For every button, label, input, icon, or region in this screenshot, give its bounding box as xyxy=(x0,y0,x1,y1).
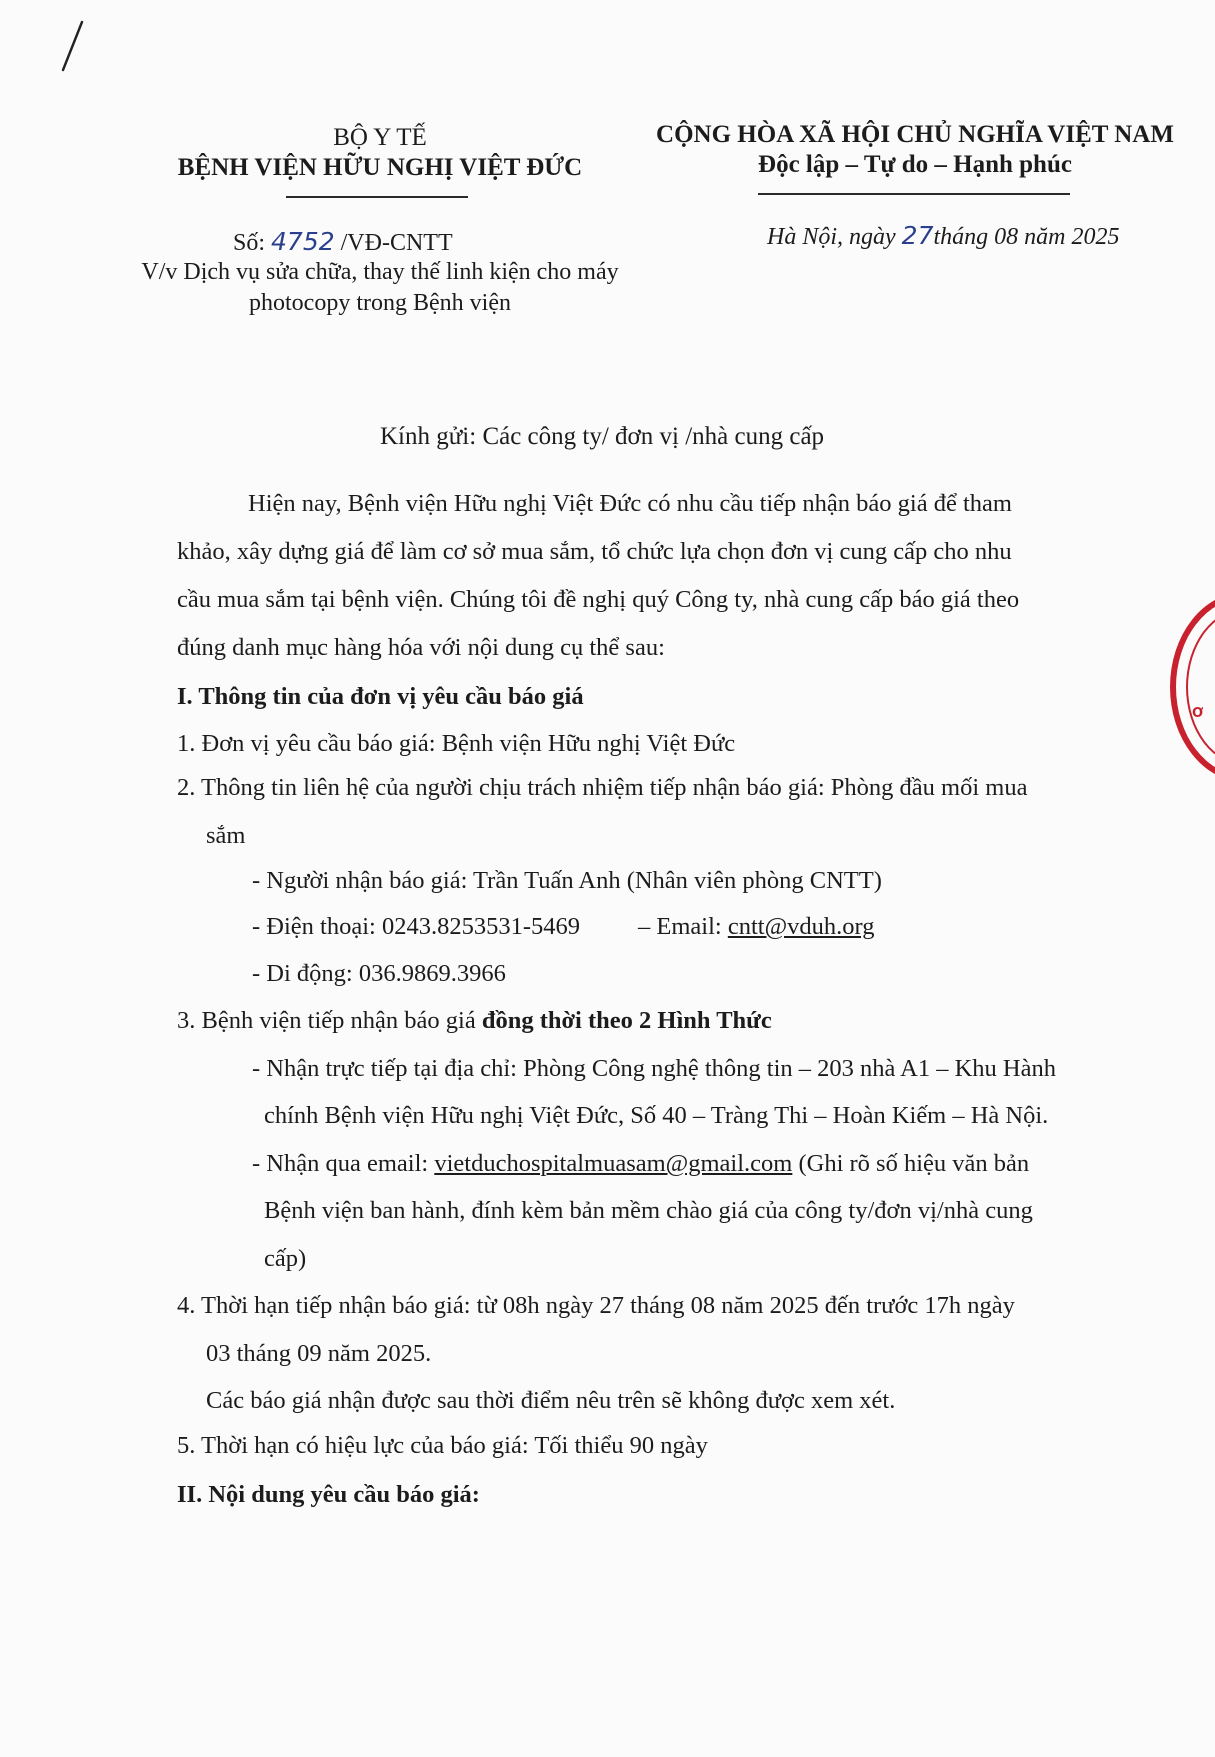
item-3-text: 3. Bệnh viện tiếp nhận báo giá xyxy=(177,1007,482,1034)
section-1-item-4-note: Các báo giá nhận được sau thời điểm nêu trên sẽ không được xem xét. xyxy=(206,1387,896,1414)
email-line xyxy=(638,913,874,941)
email-receipt-line-1 xyxy=(252,1150,1029,1178)
hospital-name: BỆNH VIỆN HỮU NGHỊ VIỆT ĐỨC xyxy=(177,154,583,181)
section-2-heading: II. Nội dung yêu cầu báo giá: xyxy=(177,1481,480,1508)
intro-line-2: khảo, xây dựng giá để làm cơ sở mua sắm, tổ chức lựa chọn đơn vị cung cấp cho nhu xyxy=(177,538,1012,565)
email-receipt-note: (Ghi rõ số hiệu văn bản xyxy=(792,1150,1030,1177)
direct-receipt-line-1: - Nhận trực tiếp tại địa chỉ: Phòng Công nghệ thông tin – 203 nhà A1 – Khu Hành xyxy=(252,1055,1056,1082)
mobile-line: - Di động: 036.9869.3966 xyxy=(252,960,506,987)
republic-name: CỘNG HÒA XÃ HỘI CHỦ NGHĨA VIỆT NAM xyxy=(656,121,1174,148)
recipient-line: Kính gửi: Các công ty/ đơn vị /nhà cung cấp xyxy=(380,423,825,450)
subject-line-2: photocopy trong Bệnh viện xyxy=(249,290,511,316)
email-receipt-line-2: Bệnh viện ban hành, đính kèm bản mềm chào giá của công ty/đơn vị/nhà cung xyxy=(264,1197,1033,1224)
ministry-name: BỘ Y TẾ xyxy=(333,124,427,151)
document-number xyxy=(233,227,453,257)
number-suffix: /VĐ-CNTT xyxy=(334,230,453,256)
email-receipt-line-3: cấp) xyxy=(264,1245,307,1272)
intro-line-1: Hiện nay, Bệnh viện Hữu nghị Việt Đức có nhu cầu tiếp nhận báo giá để tham xyxy=(248,490,1012,517)
item-3-bold-text: đồng thời theo 2 Hình Thức xyxy=(481,1007,772,1034)
email-label: – Email: xyxy=(638,913,728,940)
date-prefix: Hà Nội, ngày xyxy=(767,224,902,250)
document-date xyxy=(767,221,1119,251)
section-1-heading: I. Thông tin của đơn vị yêu cầu báo giá xyxy=(177,683,584,710)
direct-receipt-line-2: chính Bệnh viện Hữu nghị Việt Đức, Số 40 – Tràng Thi – Hoàn Kiếm – Hà Nội. xyxy=(264,1102,1049,1129)
section-1-item-4-line-1: 4. Thời hạn tiếp nhận báo giá: từ 08h ngày 27 tháng 08 năm 2025 đến trước 17h ngày xyxy=(177,1292,1015,1319)
section-1-item-4-line-2: 03 tháng 09 năm 2025. xyxy=(206,1340,432,1367)
section-1-item-2-line-1: 2. Thông tin liên hệ của người chịu trách nhiệm tiếp nhận báo giá: Phòng đầu mối mua xyxy=(177,774,1028,801)
number-prefix: Số: xyxy=(233,230,272,256)
email-link[interactable]: cntt@vduh.org xyxy=(727,913,875,940)
intro-line-3: cầu mua sắm tại bệnh viện. Chúng tôi đề nghị quý Công ty, nhà cung cấp báo giá theo xyxy=(177,586,1020,613)
hospital-name-underline xyxy=(286,196,468,198)
section-1-item-5: 5. Thời hạn có hiệu lực của báo giá: Tối thiểu 90 ngày xyxy=(177,1432,708,1459)
motto-underline xyxy=(758,193,1070,195)
section-1-item-3 xyxy=(177,1007,772,1035)
handwritten-slash-mark xyxy=(60,20,86,72)
receiver-line: - Người nhận báo giá: Trần Tuấn Anh (Nhân viên phòng CNTT) xyxy=(252,867,882,894)
handwritten-day: 27 xyxy=(901,221,934,250)
phone-line: - Điện thoại: 0243.8253531-5469 xyxy=(252,913,580,940)
email-receipt-label: - Nhận qua email: xyxy=(252,1150,435,1177)
intro-line-4: đúng danh mục hàng hóa với nội dung cụ thể sau: xyxy=(177,634,665,661)
handwritten-number: 4752 xyxy=(271,227,335,256)
subject-line-1: V/v Dịch vụ sửa chữa, thay thế linh kiện cho máy xyxy=(141,259,619,285)
national-motto: Độc lập – Tự do – Hạnh phúc xyxy=(758,151,1072,178)
section-1-item-2-line-2: sắm xyxy=(206,822,246,849)
section-1-item-1: 1. Đơn vị yêu cầu báo giá: Bệnh viện Hữu nghị Việt Đức xyxy=(177,730,736,757)
email-receipt-link[interactable]: vietduchospitalmuasam@gmail.com xyxy=(434,1150,793,1177)
date-suffix: tháng 08 năm 2025 xyxy=(933,224,1120,250)
stamp-text: Ơ xyxy=(1192,706,1204,721)
